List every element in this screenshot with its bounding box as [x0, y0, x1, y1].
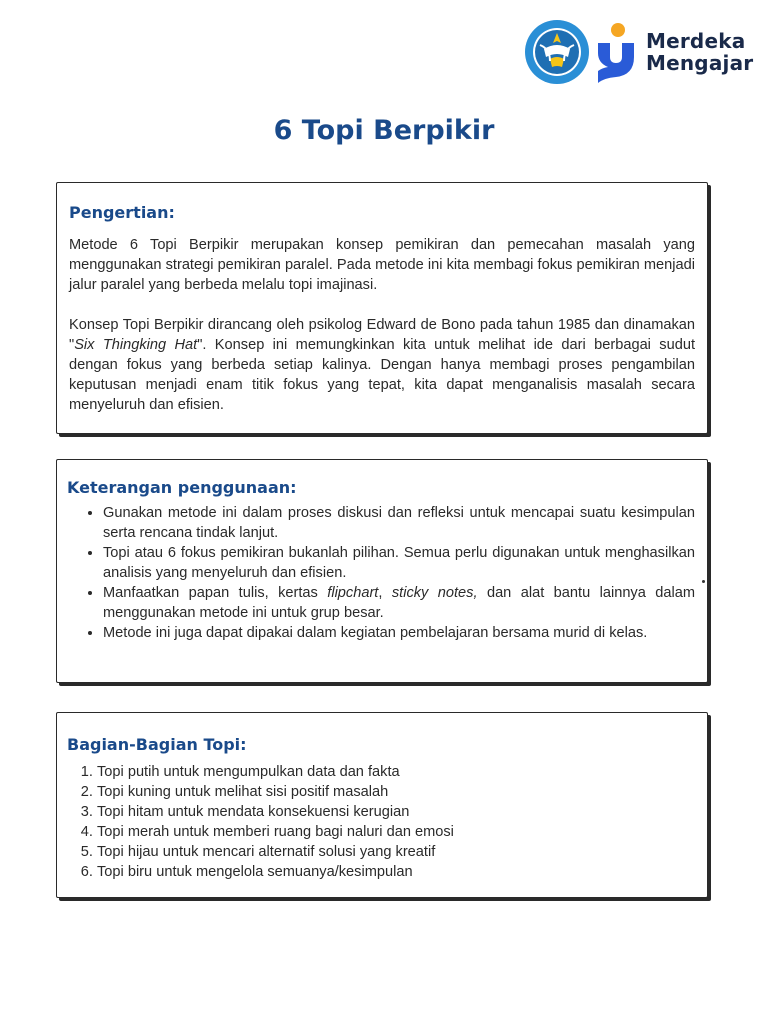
brand-line-1: Merdeka [646, 29, 746, 53]
item3-text-b: , [378, 585, 392, 601]
brand-line-2: Mengajar [646, 51, 754, 75]
card-keterangan [56, 459, 708, 683]
list-item: 4. Topi merah untuk memberi ruang bagi naluri dan emosi [97, 822, 695, 842]
pengertian-paragraph-2 [69, 315, 695, 415]
item3-text-a: Manfaatkan papan tulis, kertas [103, 585, 328, 601]
list-item: • Metode ini juga dapat dipakai dalam kegiatan pembelajaran bersama murid di kelas. [103, 623, 695, 643]
keterangan-list [69, 503, 695, 643]
list-item [103, 583, 695, 623]
item3-italic-sticky-notes: sticky notes, [391, 585, 478, 601]
item3-italic-flipchart: flipchart [327, 585, 379, 601]
tut-wuri-handayani-emblem-icon [524, 19, 590, 85]
bagian-list [69, 762, 695, 882]
pengertian-paragraph-1: Metode 6 Topi Berpikir merupakan konsep pemikiran dan pemecahan masalah yang menggunakan strategi pemikiran paralel. Pada metode ini kita membagi fokus pemikiran menjadi jalur paralel yang berbeda melalu topi imajinasi. [69, 237, 695, 293]
list-item: 5. Topi hijau untuk mencari alternatif solusi yang kreatif [97, 842, 695, 862]
p2-italic-term: Six Thingking Hat [74, 337, 198, 353]
p2-text-after: ". Konsep ini memungkinkan kita untuk melihat ide dari berbagai sudut dengan fokus yang berbeda setiap kalinya. Dengan hanya membagi proses pengambilan keputusan menjadi enam titik fokus yang tepat, kita dapat menganalisis masalah secara menyeluruh dan efisien. [69, 337, 696, 413]
list-item: 1. Topi putih untuk mengumpulkan data dan fakta [97, 762, 695, 782]
card-bagian [56, 712, 708, 898]
keterangan-heading: Keterangan penggunaan: [67, 478, 297, 497]
list-item: 3. Topi hitam untuk mendata konsekuensi kerugian [97, 802, 695, 822]
list-item: 6. Topi biru untuk mengelola semuanya/kesimpulan [97, 862, 695, 882]
item3-text-c: dan alat bantu lainnya dalam menggunakan metode ini untuk grup besar. [103, 585, 696, 621]
list-item: • Gunakan metode ini dalam proses diskusi dan refleksi untuk mencapai suatu kesimpulan serta rencana tindak lanjut. [103, 503, 695, 543]
bagian-heading: Bagian-Bagian Topi: [67, 735, 247, 754]
brand-wordmark [646, 30, 753, 74]
list-item: • Topi atau 6 fokus pemikiran bukanlah pilihan. Semua perlu digunakan untuk menghasilkan analisis yang menyeluruh dan efisien. [103, 543, 695, 583]
card-pengertian [56, 182, 708, 434]
p2-text-before: Konsep Topi Berpikir dirancang oleh psikolog Edward de Bono pada tahun 1985 dan dinamakan " [69, 317, 695, 353]
stray-dot [702, 580, 705, 583]
list-item: 2. Topi kuning untuk melihat sisi positif masalah [97, 782, 695, 802]
pengertian-heading: Pengertian: [69, 203, 175, 222]
merdeka-mengajar-logo-icon [594, 21, 640, 83]
page-title: 6 Topi Berpikir [273, 115, 495, 146]
header-logos [524, 20, 760, 84]
